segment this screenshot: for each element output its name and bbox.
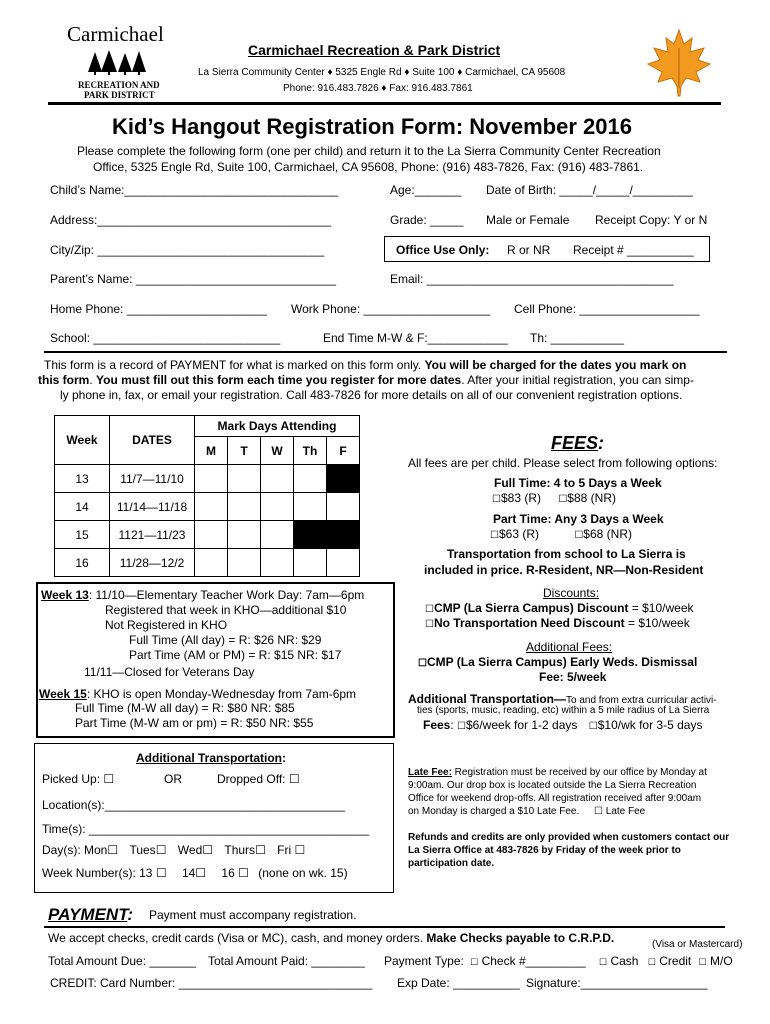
times-field[interactable]: Time(s): __________________________________________ <box>42 822 370 836</box>
late-fee-line-1 <box>408 767 707 778</box>
table-row <box>55 521 360 549</box>
page-title: Kid’s Hangout Registration Form: November 2016 <box>112 114 632 139</box>
pt-resident-price: $63 (R) <box>498 527 539 541</box>
transport-box-title-colon: : <box>282 751 286 765</box>
checkbox-icon[interactable]: ☐ <box>425 619 434 630</box>
day-checkbox-cell[interactable] <box>294 549 327 577</box>
expiration-date-field[interactable]: Exp Date: __________ <box>397 976 520 990</box>
day-header: Th <box>294 437 327 465</box>
day-checkbox-cell[interactable] <box>327 549 360 577</box>
week15-line3: Part Time (M-W am or pm) = R: $50 NR: $55 <box>75 716 314 730</box>
checkbox-icon[interactable]: ☐ <box>599 957 608 967</box>
address-field[interactable]: Address:___________________________________ <box>50 213 331 227</box>
late-fee-text: on Monday is charged a $10 Late Fee. <box>408 806 580 817</box>
day-checkbox-cell[interactable] <box>195 493 228 521</box>
checkbox-icon[interactable]: ☐ <box>457 721 466 732</box>
fields-rule <box>44 351 727 353</box>
dob-field[interactable]: Date of Birth: _____/_____/_________ <box>486 183 693 197</box>
age-field[interactable]: Age:_______ <box>390 183 462 197</box>
dates-cell: 11/28—12/2 <box>110 549 195 577</box>
signature-field[interactable]: Signature:___________________ <box>526 976 708 990</box>
logo-sub1: RECREATION AND <box>78 80 160 90</box>
day-checkbox-cell[interactable] <box>228 465 261 493</box>
week-cell: 16 <box>55 549 110 577</box>
location-field[interactable]: Location(s):____________________________________ <box>42 798 345 812</box>
refunds-line-1: Refunds and credits are only provided when customers contact our <box>408 832 730 843</box>
payment-rule <box>44 926 725 928</box>
checkbox-icon[interactable]: ☐ <box>698 957 707 967</box>
checkbox-icon[interactable]: ☐ <box>647 957 656 967</box>
week-cell: 15 <box>55 521 110 549</box>
day-checkbox-cell[interactable] <box>228 549 261 577</box>
week13-line6: 11/11—Closed for Veterans Day <box>84 665 255 679</box>
payment-payable: Make Checks payable to C.R.P.D. <box>426 931 615 945</box>
week-numbers-label: Week Number(s): 13 <box>42 866 153 880</box>
week15-note <box>39 687 356 701</box>
week13-label: Week 13 <box>41 588 89 602</box>
receipt-number-field: Receipt # __________ <box>573 243 694 257</box>
checkbox-icon[interactable]: ☐ <box>418 658 427 669</box>
schedule-table <box>54 415 360 577</box>
late-fee-label: Late Fee: <box>408 767 452 778</box>
org-address: La Sierra Community Center ♦ 5325 Engle Rd ♦ Suite 100 ♦ Carmichael, CA 95608 <box>198 67 566 78</box>
grade-field[interactable]: Grade: _____ <box>390 213 464 227</box>
notice-text: . After your initial registration, you can simp- <box>461 373 694 387</box>
thurs-label: Thurs <box>224 843 256 857</box>
day-checkbox-cell[interactable] <box>294 465 327 493</box>
notice-bold: this form <box>38 373 90 387</box>
week13-line2: Registered that week in KHO—additional $10 <box>105 603 347 617</box>
week13-note <box>41 588 364 602</box>
notice-line-1 <box>44 358 686 372</box>
day-checkbox-cell[interactable] <box>195 549 228 577</box>
pine-trees-icon <box>85 50 149 76</box>
notice-line-3: ly phone in, fax, or email your registration. Call 483-7826 for more details on all of our convenient registration options. <box>60 388 683 402</box>
r-nr-field: R or NR <box>507 243 551 257</box>
late-fee-option: Late Fee <box>605 806 646 817</box>
intro-line-1: Please complete the following form (one per child) and return it to the La Sierra Community Center Recreation <box>77 144 661 158</box>
payment-heading <box>48 905 133 925</box>
check-option: Check #_________ <box>481 954 586 968</box>
week-cell: 13 <box>55 465 110 493</box>
checkbox-icon[interactable]: ☐ <box>490 530 499 541</box>
additional-transport-line2: ties (sports, music, reading, etc) within a 5 mile radius of La Sierra <box>417 705 710 716</box>
day-checkbox-cell[interactable] <box>327 493 360 521</box>
credit-option: Credit <box>659 954 692 968</box>
day-checkbox-cell[interactable] <box>228 493 261 521</box>
total-paid-field[interactable]: Total Amount Paid: ________ <box>208 954 365 968</box>
transport-note-2: included in price. R-Resident, NR—Non-Resident <box>424 563 704 577</box>
checkbox-icon[interactable]: ☐ <box>288 772 300 786</box>
mark-days-header: Mark Days Attending <box>195 416 360 437</box>
part-time-label: Part Time: Any 3 Days a Week <box>493 512 664 526</box>
or-label: OR <box>164 772 182 786</box>
week-number-options <box>42 866 348 880</box>
checkbox-icon[interactable]: ☐ <box>470 957 479 967</box>
closed-day-cell <box>327 465 360 493</box>
days-label: Day(s): Mon <box>42 843 108 857</box>
fees-colon: : <box>450 718 458 732</box>
day-checkbox-cell[interactable] <box>195 521 228 549</box>
receipt-copy-field[interactable]: Receipt Copy: Y or N <box>595 213 708 227</box>
notice-line-2 <box>38 373 694 387</box>
late-fee-text: Registration must be received by our office by Monday at <box>451 767 707 778</box>
district-logo <box>60 22 170 102</box>
day-checkbox-cell[interactable] <box>261 493 294 521</box>
city-zip-field[interactable]: City/Zip: __________________________________ <box>50 243 325 257</box>
header-rule <box>48 102 721 105</box>
org-phone: Phone: 916.483.7826 ♦ Fax: 916.483.7861 <box>283 83 473 94</box>
tues-label: Tues <box>129 843 156 857</box>
payment-heading-text: PAYMENT <box>48 905 128 924</box>
fees-heading-text: FEES <box>551 433 599 453</box>
dates-header: DATES <box>110 416 195 465</box>
picked-up-label: Picked Up: <box>42 772 101 786</box>
transport-box-title-text: Additional Transportation <box>136 751 282 765</box>
checkbox-icon[interactable]: ☐ <box>202 843 214 857</box>
checkbox-icon[interactable]: ☐ <box>155 843 167 857</box>
visa-mastercard-note: (Visa or Mastercard) <box>652 939 743 950</box>
day-checkbox-cell[interactable] <box>294 493 327 521</box>
day-checkbox-cell[interactable] <box>261 549 294 577</box>
early-dismissal-fee: Fee: 5/week <box>539 670 607 684</box>
week13-text: : 11/10—Elementary Teacher Work Day: 7am—6pm <box>88 588 365 602</box>
transport-1-2-days: $6/week for 1-2 days <box>466 718 578 732</box>
dropped-off-option[interactable] <box>217 772 300 786</box>
week15-line2: Full Time (M-W all day) = R: $80 NR: $85 <box>75 701 295 715</box>
notice-bold: You will be charged for the dates you mark on <box>424 358 687 372</box>
ft-nonresident-price: $88 (NR) <box>567 491 616 505</box>
home-phone-field[interactable]: Home Phone: _____________________ <box>50 302 267 316</box>
full-time-options <box>492 491 616 505</box>
maple-leaf-icon <box>646 28 712 98</box>
discount-cmp-amount: = $10/week <box>628 601 694 615</box>
money-order-option: M/O <box>710 954 733 968</box>
card-number-field[interactable]: CREDIT: Card Number: _____________________________ <box>50 976 373 990</box>
table-row <box>55 465 360 493</box>
logo-name: Carmichael <box>67 22 164 46</box>
dropped-off-label: Dropped Off: <box>217 772 286 786</box>
wed-label: Wed <box>177 843 203 857</box>
day-checkbox-cell[interactable] <box>228 521 261 549</box>
additional-fees-heading: Additional Fees: <box>526 640 613 654</box>
payment-type-label: Payment Type: <box>384 954 464 968</box>
table-row <box>55 493 360 521</box>
late-fee-line-4 <box>408 806 645 817</box>
checkbox-icon[interactable]: ☐ <box>238 866 249 880</box>
transport-note-1: Transportation from school to La Sierra is <box>447 547 686 561</box>
week13-line4: Full Time (All day) = R: $26 NR: $29 <box>129 633 322 647</box>
checkbox-icon[interactable]: ☐ <box>107 843 119 857</box>
payment-must: Payment must accompany registration. <box>149 908 357 922</box>
ft-resident-price: $83 (R) <box>500 491 541 505</box>
none-week15-label: (none on wk. 15) <box>258 866 348 880</box>
checkbox-icon[interactable]: ☐ <box>558 494 568 505</box>
notice-text: This form is a record of PAYMENT for what is marked on this form only. <box>44 358 425 372</box>
week-cell: 14 <box>55 493 110 521</box>
transport-3-5-days: $10/wk for 3-5 days <box>597 718 703 732</box>
days-options <box>42 843 305 857</box>
week13-line5: Part Time (AM or PM) = R: $15 NR: $17 <box>129 648 342 662</box>
refunds-line-2: La Sierra Office at 483-7826 by Friday of the week prior to <box>408 845 681 856</box>
day-header: F <box>327 437 360 465</box>
week13-line3: Not Registered in KHO <box>105 618 228 632</box>
fees-heading <box>551 433 604 454</box>
parent-name-field[interactable]: Parent’s Name: ______________________________ <box>50 272 337 286</box>
day-checkbox-cell[interactable] <box>261 521 294 549</box>
notice-bold: You must fill out this form each time you register for more dates <box>96 373 462 387</box>
org-name: Carmichael Recreation & Park District <box>248 42 501 58</box>
payment-accept <box>48 931 614 945</box>
day-checkbox-cell[interactable] <box>261 465 294 493</box>
intro-line-2: Office, 5325 Engle Rd, Suite 100, Carmichael, CA 95608, Phone: (916) 483-7826, Fax: (916) 483-7861. <box>93 160 644 174</box>
end-time-field[interactable]: End Time M-W & F:____________ <box>323 331 508 345</box>
cash-option: Cash <box>610 954 639 968</box>
checkbox-icon[interactable]: ☐ <box>594 806 603 817</box>
discounts-heading: Discounts: <box>543 586 600 600</box>
checkbox-icon[interactable]: ☐ <box>574 530 584 541</box>
cmp-early-label: CMP (La Sierra Campus) Early Weds. Dismissal <box>426 655 698 669</box>
checkbox-icon[interactable]: ☐ <box>492 494 501 505</box>
office-use-label: Office Use Only: <box>396 243 490 257</box>
pt-nonresident-price: $68 (NR) <box>583 527 632 541</box>
school-field[interactable]: School: ____________________________ <box>50 331 281 345</box>
closed-day-cell <box>294 521 327 549</box>
checkbox-icon[interactable]: ☐ <box>294 843 306 857</box>
total-due-field[interactable]: Total Amount Due: _______ <box>48 954 197 968</box>
fees-label: Fees <box>423 718 451 732</box>
cell-phone-field[interactable]: Cell Phone: __________________ <box>514 302 700 316</box>
refunds-line-3: participation date. <box>408 858 495 869</box>
logo-sub2: PARK DISTRICT <box>84 90 155 100</box>
late-fee-line-3: Office for weekend drop-offs. All registration received after 9:00am <box>408 793 702 804</box>
checkbox-icon[interactable]: ☐ <box>103 772 115 786</box>
work-phone-field[interactable]: Work Phone: ___________________ <box>291 302 491 316</box>
add-trans-label: Additional Transportation— <box>408 692 566 706</box>
day-checkbox-cell[interactable] <box>195 465 228 493</box>
late-fee-line-2: 9:00am. Our drop box is located outside the La Sierra Recreation <box>408 780 697 791</box>
notice-text: . <box>89 373 97 387</box>
transport-box-title <box>136 751 286 765</box>
dates-cell: 11/7—11/10 <box>110 465 195 493</box>
week16-label: 16 <box>221 866 235 880</box>
checkbox-icon[interactable]: ☐ <box>155 866 167 880</box>
transport-fee-options <box>423 718 702 732</box>
week15-text: : KHO is open Monday-Wednesday from 7am-6pm <box>86 687 357 701</box>
fees-subtitle: All fees are per child. Please select from following options: <box>408 456 718 470</box>
day-header: W <box>261 437 294 465</box>
day-header: M <box>195 437 228 465</box>
email-field[interactable]: Email: _____________________________________ <box>390 272 674 286</box>
fees-heading-colon: : <box>598 433 605 453</box>
discount-no-transport <box>425 616 690 630</box>
thursday-end-time-field[interactable]: Th: ___________ <box>530 331 625 345</box>
checkbox-icon[interactable]: ☐ <box>255 843 266 857</box>
closed-day-cell <box>327 521 360 549</box>
add-trans-text: To and from extra curricular activi- <box>566 695 717 706</box>
checkbox-icon[interactable]: ☐ <box>195 866 207 880</box>
discount-cmp-label: CMP (La Sierra Campus) Discount <box>433 601 629 615</box>
day-header: T <box>228 437 261 465</box>
gender-field[interactable]: Male or Female <box>486 213 570 227</box>
discount-no-transport-label: No Transportation Need Discount <box>433 616 625 630</box>
fri-label: Fri <box>277 843 292 857</box>
child-name-field[interactable]: Child’s Name:________________________________ <box>50 183 339 197</box>
payment-type-options <box>384 954 733 968</box>
week14-label: 14 <box>181 866 196 880</box>
checkbox-icon[interactable]: ☐ <box>588 721 598 732</box>
cmp-early-dismissal <box>418 655 697 669</box>
week-header: Week <box>55 416 110 465</box>
payment-accept-text: We accept checks, credit cards (Visa or MC), cash, and money orders. <box>48 931 427 945</box>
full-time-label: Full Time: 4 to 5 Days a Week <box>494 476 662 490</box>
checkbox-icon[interactable]: ☐ <box>425 604 434 615</box>
dates-cell: 1121—11/23 <box>110 521 195 549</box>
payment-heading-colon: : <box>127 905 134 924</box>
table-row <box>55 549 360 577</box>
week15-label: Week 15 <box>39 687 87 701</box>
part-time-options <box>490 527 632 541</box>
dates-cell: 11/14—11/18 <box>110 493 195 521</box>
discount-no-transport-amount: = $10/week <box>624 616 690 630</box>
discount-cmp <box>425 601 694 615</box>
picked-up-option[interactable] <box>42 772 114 786</box>
